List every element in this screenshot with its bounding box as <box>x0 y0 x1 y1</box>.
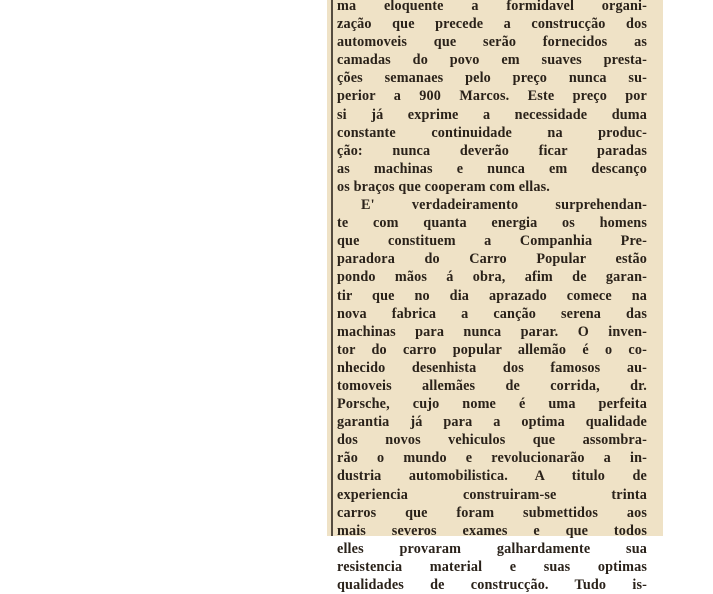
article-line: Porsche, cujo nome é uma perfeita <box>337 396 647 413</box>
article-line: te com quanta energia os homens <box>337 215 647 232</box>
article-line: elles provaram galhardamente sua <box>337 540 647 557</box>
article-line: que constituem a Companhia Pre- <box>337 233 647 250</box>
article-line: E' verdadeiramento surprehendan- <box>361 197 647 214</box>
article-line: ções semanaes pelo preço nunca su- <box>337 70 647 87</box>
article-line: tir que no dia aprazado comece na <box>337 287 647 304</box>
article-line: perior a 900 Marcos. Este preço por <box>337 88 647 105</box>
article-line: ma eloquente a formidavel organi- <box>337 0 647 14</box>
article-line: experiencia construiram-se trinta <box>337 486 647 503</box>
article-line: paradora do Carro Popular estão <box>337 251 647 268</box>
article-line: resistencia material e suas optimas <box>337 558 647 575</box>
article-line: machinas para nunca parar. O inven- <box>337 323 647 340</box>
column-rule <box>331 0 333 536</box>
article-line: tomoveis allemães de corrida, dr. <box>337 377 647 394</box>
article-line: mais severos exames e que todos <box>337 522 647 539</box>
article-line: as machinas e nunca em descanço <box>337 160 647 177</box>
article-line: nova fabrica a canção serena das <box>337 305 647 322</box>
article-line: ção: nunca deverão ficar paradas <box>337 142 647 159</box>
article-line: automoveis que serão fornecidos as <box>337 34 647 51</box>
article-line: rão o mundo e revolucionarão a in- <box>337 450 647 467</box>
article-line: carros que foram submettidos aos <box>337 504 647 521</box>
article-line: constante continuidade na produc- <box>337 124 647 141</box>
article-line: pondo mãos á obra, afim de garan- <box>337 269 647 286</box>
article-column <box>337 0 647 594</box>
newspaper-clipping <box>327 0 663 593</box>
article-line: os braços que cooperam com ellas. <box>337 178 551 195</box>
article-line: zação que precede a construcção dos <box>337 16 647 33</box>
article-line: garantia já para a optima qualidade <box>337 414 647 431</box>
article-line: tor do carro popular allemão é o co- <box>337 341 647 358</box>
article-line: dustria automobilistica. A titulo de <box>337 468 647 485</box>
article-line: dos novos vehiculos que assombra- <box>337 432 647 449</box>
article-line: qualidades de construcção. Tudo is- <box>337 577 647 593</box>
article-line: si já exprime a necessidade duma <box>337 106 647 123</box>
article-line: nhecido desenhista dos famosos au- <box>337 359 647 376</box>
article-line: camadas do povo em suaves presta- <box>337 52 647 69</box>
